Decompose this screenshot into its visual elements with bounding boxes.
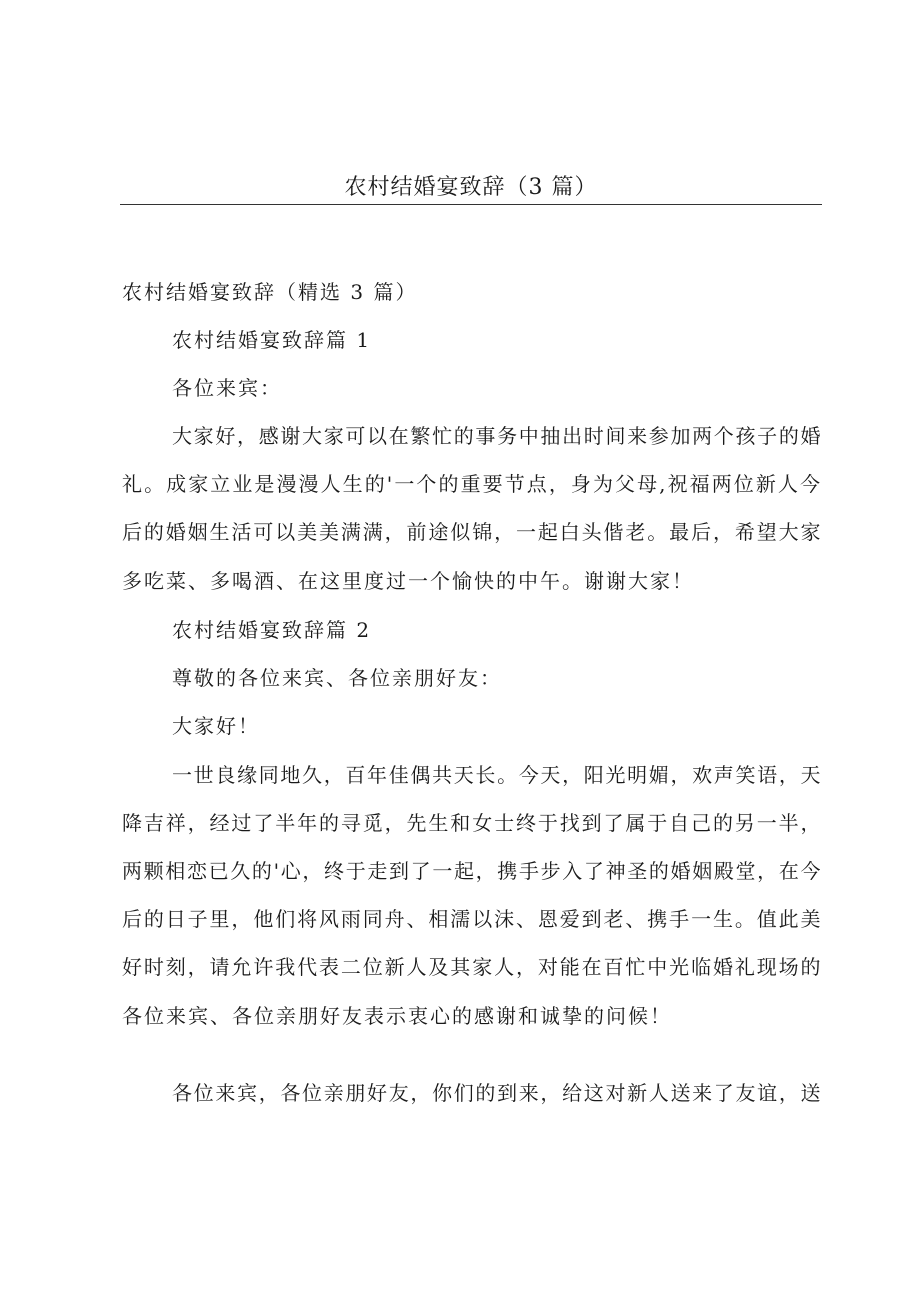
- section-2-paragraph-line: 各位来宾、各位亲朋好友表示衷心的感谢和诚挚的问候！: [122, 1004, 672, 1028]
- section-2-greeting: 尊敬的各位来宾、各位亲朋好友：: [172, 666, 502, 690]
- document-subtitle: 农村结婚宴致辞（精选 3 篇）: [122, 280, 418, 304]
- section-2-hello: 大家好！: [172, 714, 260, 738]
- title-underline: [120, 204, 822, 205]
- section-2-paragraph-line: 后的日子里，他们将风雨同舟、相濡以沫、恩爱到老、携手一生。值此美: [122, 907, 822, 931]
- section-2-paragraph-line: 两颗相恋已久的'心，终于走到了一起，携手步入了神圣的婚姻殿堂，在今: [122, 859, 822, 883]
- section-1-greeting: 各位来宾：: [172, 376, 282, 400]
- section-2-paragraph-line: 好时刻，请允许我代表二位新人及其家人，对能在百忙中光临婚礼现场的: [122, 955, 822, 979]
- document-title: 农村结婚宴致辞（3 篇）: [344, 175, 598, 200]
- section-1-paragraph-line: 大家好，感谢大家可以在繁忙的事务中抽出时间来参加两个孩子的婚: [172, 424, 822, 448]
- section-2-next-paragraph-line: 各位来宾，各位亲朋好友，你们的到来，给这对新人送来了友谊，送: [172, 1081, 822, 1105]
- section-2-heading: 农村结婚宴致辞篇 2: [172, 618, 372, 642]
- section-1-paragraph-line: 后的婚姻生活可以美美满满，前途似锦，一起白头偕老。最后，希望大家: [122, 520, 822, 544]
- section-2-paragraph-line: 降吉祥，经过了半年的寻觅，先生和女士终于找到了属于自己的另一半，: [122, 811, 822, 835]
- section-1-paragraph-line: 礼。成家立业是漫漫人生的'一个的重要节点，身为父母,祝福两位新人今: [122, 472, 822, 496]
- section-2-paragraph-line: 一世良缘同地久，百年佳偶共天长。今天，阳光明媚，欢声笑语，天: [172, 763, 822, 787]
- section-1-heading: 农村结婚宴致辞篇 1: [172, 328, 372, 352]
- section-1-paragraph-line: 多吃菜、多喝酒、在这里度过一个愉快的中午。谢谢大家！: [122, 569, 694, 593]
